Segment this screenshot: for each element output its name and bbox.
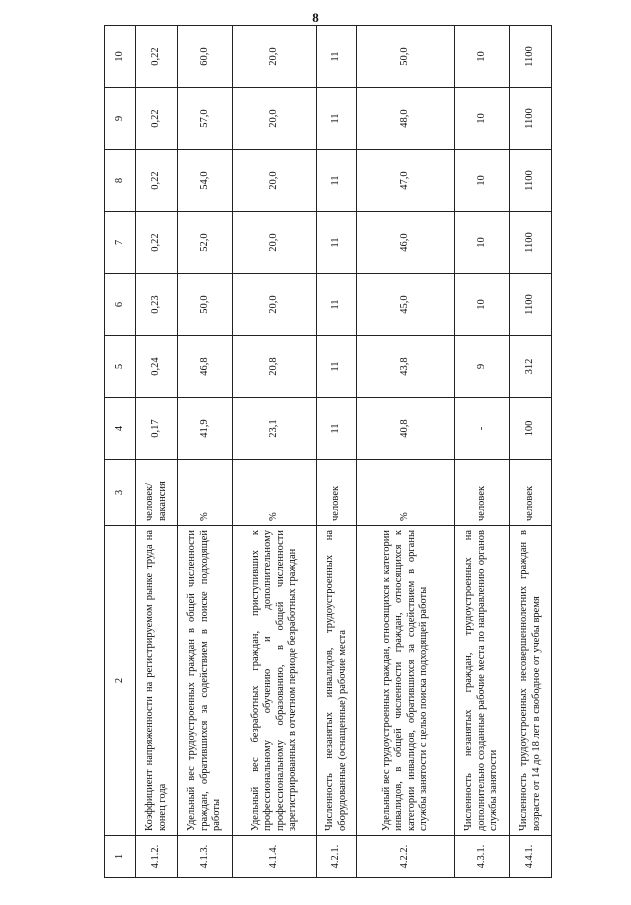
header-row [105,26,136,878]
row-description: Удельный вес трудоустроенных граждан в общей численности граждан, обратившихся за содействием в поиске подходящей работы [178,526,233,836]
row-value: 1100 [510,212,552,274]
row-value: 50,0 [178,274,233,336]
row-code: 4.3.1. [455,836,510,878]
row-value: 0,22 [136,26,178,88]
header-col-4: 4 [105,398,136,460]
row-value: 11 [317,88,357,150]
row-value: 0,17 [136,398,178,460]
row-value: 0,22 [136,88,178,150]
header-col-10: 10 [105,26,136,88]
row-value: 20,0 [233,150,317,212]
row-value: 41,9 [178,398,233,460]
row-value: 1100 [510,150,552,212]
row-value: 20,0 [233,212,317,274]
row-code: 4.2.1. [317,836,357,878]
row-value: 0,22 [136,212,178,274]
header-col-9: 9 [105,88,136,150]
row-code: 4.1.3. [178,836,233,878]
page-number: 8 [312,10,319,25]
table-row [136,26,178,878]
row-value: 45,0 [357,274,455,336]
row-value: 10 [455,150,510,212]
table-row [510,26,552,878]
header-col-6: 6 [105,274,136,336]
row-value: 11 [317,26,357,88]
row-value: 43,8 [357,336,455,398]
row-value: 1100 [510,274,552,336]
row-value: 48,0 [357,88,455,150]
row-unit: человек [455,460,510,526]
indicators-table [104,25,552,878]
row-value: 312 [510,336,552,398]
row-value: 0,23 [136,274,178,336]
row-value: 10 [455,26,510,88]
row-unit: человек/ вакансия [136,460,178,526]
row-value: 20,8 [233,336,317,398]
row-description: Численность незанятых граждан, трудоустроенных на дополнительно созданные рабочие места по направлению органов службы занятости [455,526,510,836]
row-value: 50,0 [357,26,455,88]
row-value: 0,24 [136,336,178,398]
row-value: 11 [317,398,357,460]
header-col-7: 7 [105,212,136,274]
row-code: 4.1.4. [233,836,317,878]
row-value: 100 [510,398,552,460]
row-value: 1100 [510,88,552,150]
row-value: 23,1 [233,398,317,460]
table-row [178,26,233,878]
row-value: 47,0 [357,150,455,212]
row-code: 4.2.2. [357,836,455,878]
row-value: 9 [455,336,510,398]
row-value: 40,8 [357,398,455,460]
row-description: Удельный вес трудоустроенных граждан, относящихся к категории инвалидов, в общей численности граждан, относящихся к категории инвалидов, обратившихся за содействием в органы службы занятости с целью поиска подходящей работы [357,526,455,836]
row-value: 10 [455,88,510,150]
row-value: 54,0 [178,150,233,212]
row-value: 60,0 [178,26,233,88]
row-unit: человек [317,460,357,526]
row-unit: % [178,460,233,526]
row-code: 4.1.2. [136,836,178,878]
row-value: 20,0 [233,88,317,150]
table-row [455,26,510,878]
row-description: Численность трудоустроенных несовершеннолетних граждан в возрасте от 14 до 18 лет в свободное от учебы время [510,526,552,836]
row-value: 20,0 [233,274,317,336]
row-description: Коэффициент напряженности на регистрируемом рынке труда на конец года [136,526,178,836]
table-row [233,26,317,878]
row-code: 4.4.1. [510,836,552,878]
row-value: 11 [317,336,357,398]
row-value: - [455,398,510,460]
row-value: 57,0 [178,88,233,150]
row-value: 1100 [510,26,552,88]
row-description: Численность незанятых инвалидов, трудоустроенных на оборудованные (оснащенные) рабочие места [317,526,357,836]
row-value: 11 [317,274,357,336]
row-value: 10 [455,274,510,336]
row-value: 0,22 [136,150,178,212]
row-description: Удельный вес безработных граждан, приступивших к профессиональному обучению и дополнительному профессиональному образованию, в общей численности зарегистрированных в отчетном периоде безработных граждан [233,526,317,836]
header-col-2: 2 [105,526,136,836]
row-value: 10 [455,212,510,274]
row-value: 11 [317,150,357,212]
row-value: 52,0 [178,212,233,274]
row-value: 11 [317,212,357,274]
row-unit: % [357,460,455,526]
row-value: 20,0 [233,26,317,88]
row-unit: человек [510,460,552,526]
table-row [357,26,455,878]
row-value: 46,8 [178,336,233,398]
row-value: 46,0 [357,212,455,274]
header-col-3: 3 [105,460,136,526]
table-row [317,26,357,878]
header-col-8: 8 [105,150,136,212]
header-col-1: 1 [105,836,136,878]
header-col-5: 5 [105,336,136,398]
row-unit: % [233,460,317,526]
